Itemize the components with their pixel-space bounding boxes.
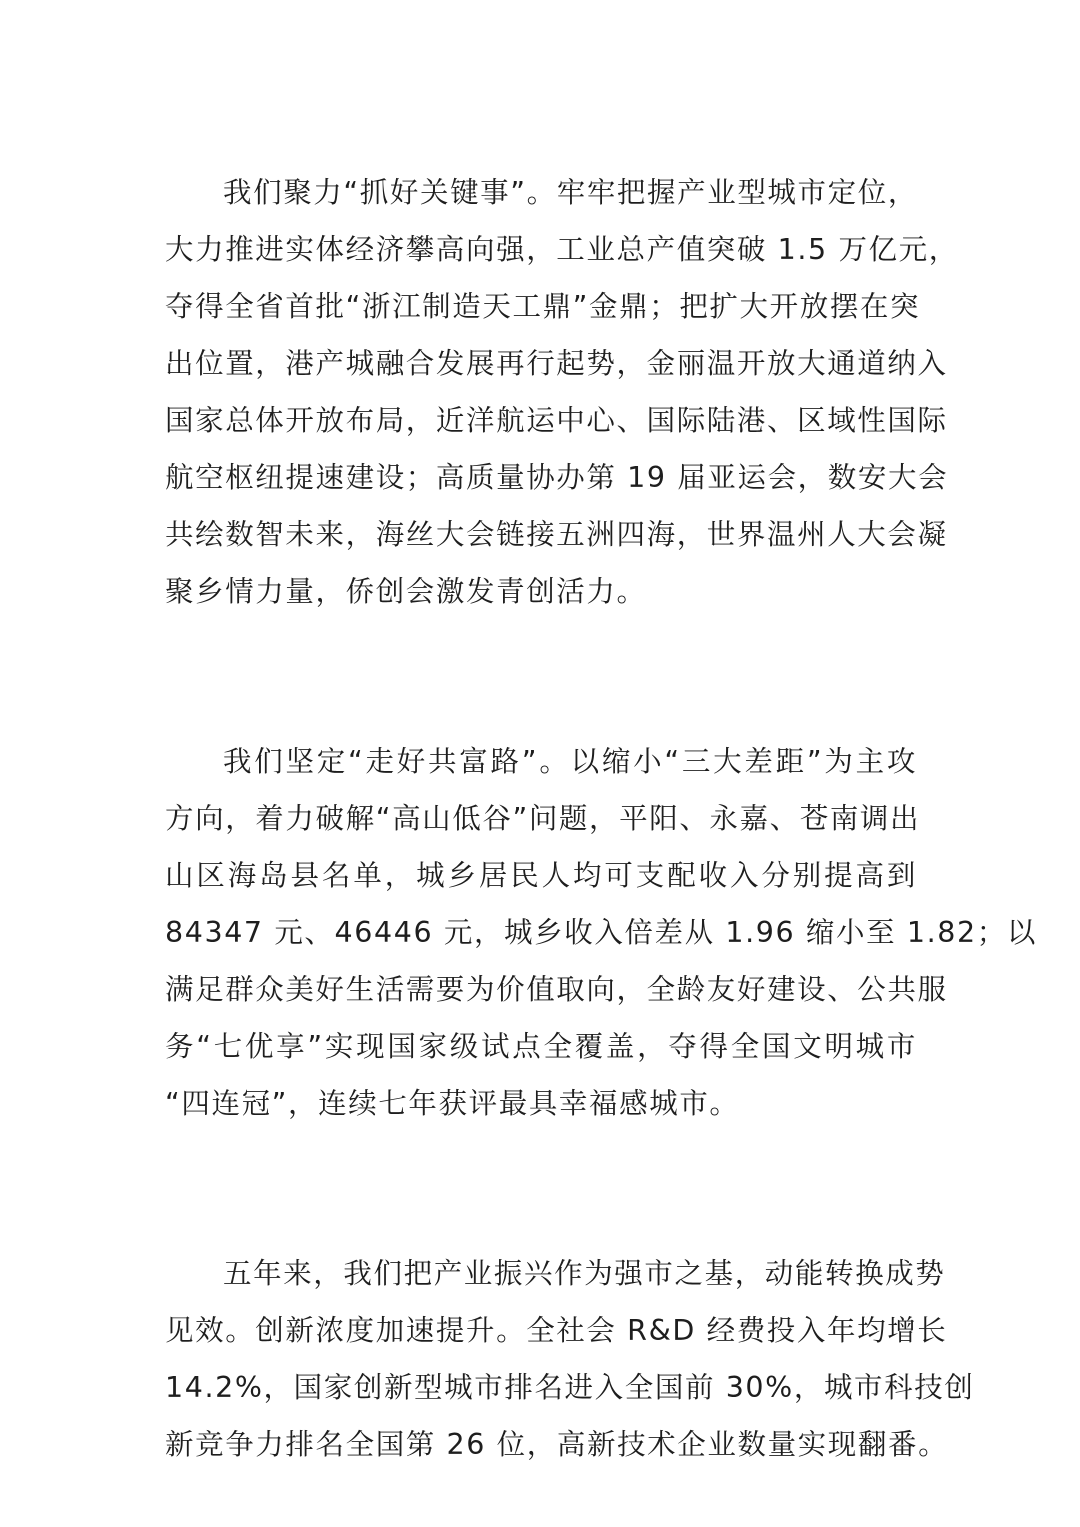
text-line: 84347 元、46446 元，城乡收入倍差从 1.96 缩小至 1.82；以 bbox=[165, 916, 1037, 949]
text-line: 夺得全省首批“浙江制造天工鼎”金鼎；把扩大开放摆在突 bbox=[165, 290, 921, 323]
text-line: 14.2%，国家创新型城市排名进入全国前 30%，城市科技创 bbox=[165, 1371, 975, 1404]
text-line: 聚乡情力量，侨创会激发青创活力。 bbox=[165, 575, 647, 608]
paragraph-key-tasks bbox=[165, 164, 959, 620]
paragraph-industry-revitalization bbox=[165, 1245, 975, 1473]
text-line: 航空枢纽提速建设；高质量协办第 19 届亚运会，数安大会 bbox=[165, 461, 949, 494]
text-line: 新竞争力排名全国第 26 位，高新技术企业数量实现翻番。 bbox=[165, 1428, 949, 1461]
paragraph-gap bbox=[165, 1132, 917, 1245]
text-line: 务“七优享”实现国家级试点全覆盖，夺得全国文明城市 bbox=[165, 1030, 918, 1063]
document-body bbox=[165, 164, 1037, 1473]
text-line: 大力推进实体经济攀高向强，工业总产值突破 1.5 万亿元， bbox=[165, 233, 959, 266]
text-line: 我们聚力“抓好关键事”。牢牢把握产业型城市定位， bbox=[223, 176, 918, 209]
text-line: 见效。创新浓度加速提升。全社会 R&D 经费投入年均增长 bbox=[165, 1314, 948, 1347]
text-line: 满足群众美好生活需要为价值取向，全龄友好建设、公共服 bbox=[165, 973, 948, 1006]
paragraph-gap bbox=[165, 620, 917, 733]
text-line: 方向，着力破解“高山低谷”问题，平阳、永嘉、苍南调出 bbox=[165, 802, 921, 835]
text-line: 国家总体开放布局，近洋航运中心、国际陆港、区域性国际 bbox=[165, 404, 948, 437]
text-line: 出位置，港产城融合发展再行起势，金丽温开放大通道纳入 bbox=[165, 347, 948, 380]
text-line: 山区海岛县名单，城乡居民人均可支配收入分别提高到 bbox=[165, 859, 917, 892]
text-line: “四连冠”，连续七年获评最具幸福感城市。 bbox=[165, 1087, 740, 1120]
paragraph-common-prosperity bbox=[165, 733, 1037, 1132]
text-line: 共绘数智未来，海丝大会链接五洲四海，世界温州人大会凝 bbox=[165, 518, 948, 551]
text-line: 我们坚定“走好共富路”。以缩小“三大差距”为主攻 bbox=[223, 745, 917, 778]
text-line: 五年来，我们把产业振兴作为强市之基，动能转换成势 bbox=[223, 1257, 946, 1290]
